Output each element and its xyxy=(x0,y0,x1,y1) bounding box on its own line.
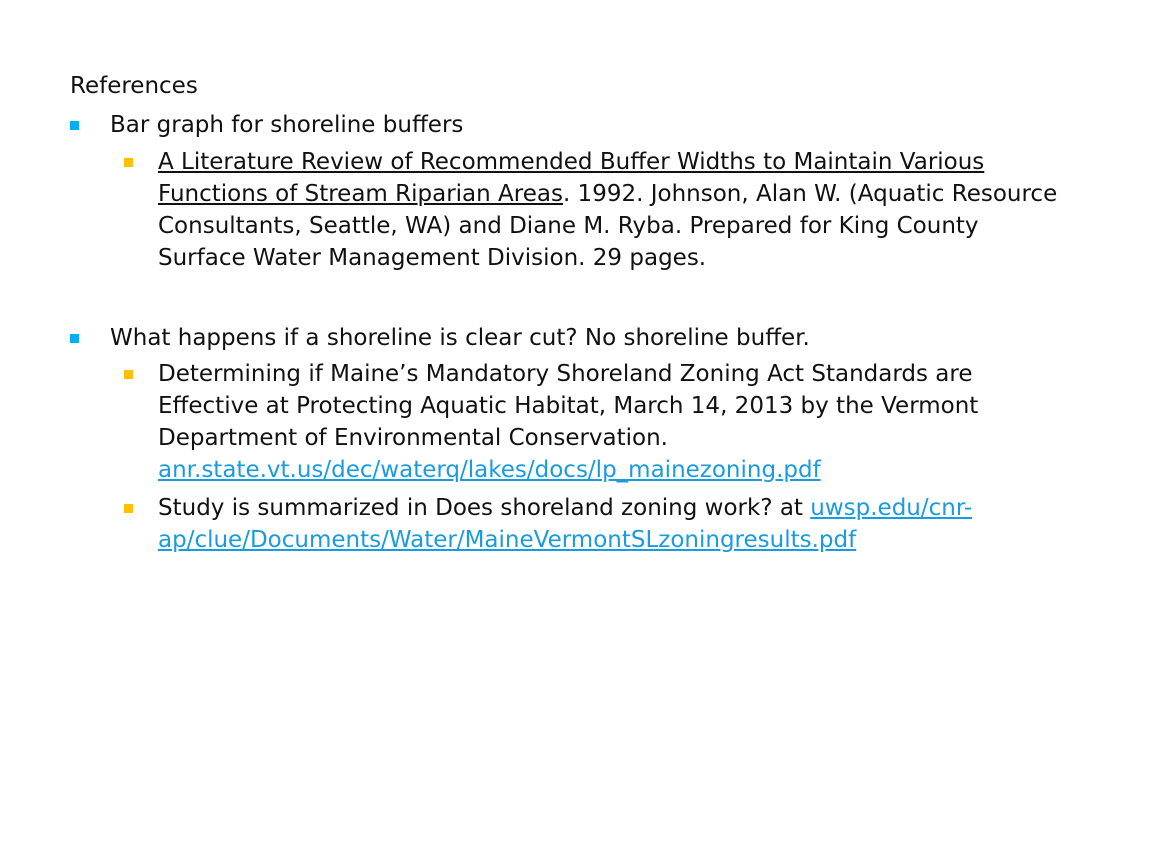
reference-text: Determining if Maine’s Mandatory Shoreland Zoning Act Standards are Effective at Protecting Aquatic Habitat, March 14, 2013 by the Vermont Department of Environmental Conservation. xyxy=(158,361,979,451)
bullet-square-icon xyxy=(124,370,133,379)
bullet-square-icon xyxy=(70,121,79,130)
reference-text: Study is summarized in Does shoreland zoning work? at xyxy=(158,495,811,521)
reference-johnson-ryba xyxy=(158,146,1058,274)
bullet-square-icon xyxy=(124,504,133,513)
uwsp-results-pdf-link[interactable]: uwsp.edu/cnr-ap/clue/Documents/Water/MaineVermontSLzoningresults.pdf xyxy=(158,495,973,553)
section-heading-clear-cut: What happens if a shoreline is clear cut? No shoreline buffer. xyxy=(110,325,810,351)
reference-uwsp-summary xyxy=(158,492,1058,556)
slide-title: References xyxy=(70,73,198,99)
reference-vermont-dec xyxy=(158,358,1058,486)
mainezoning-pdf-link[interactable]: anr.state.vt.us/dec/waterq/lakes/docs/lp_mainezoning.pdf xyxy=(158,457,821,483)
reference-title-underlined: A Literature Review of Recommended Buffer Widths to Maintain Various Functions of Stream Riparian Areas xyxy=(158,149,985,207)
bullet-square-icon xyxy=(70,334,79,343)
section-heading-bar-graph: Bar graph for shoreline buffers xyxy=(110,112,464,138)
bullet-square-icon xyxy=(124,158,133,167)
reference-details: . 1992. Johnson, Alan W. (Aquatic Resource Consultants, Seattle, WA) and Diane M. Ryba. Prepared for King County Surface Water Management Division. 29 pages. xyxy=(158,181,1058,271)
